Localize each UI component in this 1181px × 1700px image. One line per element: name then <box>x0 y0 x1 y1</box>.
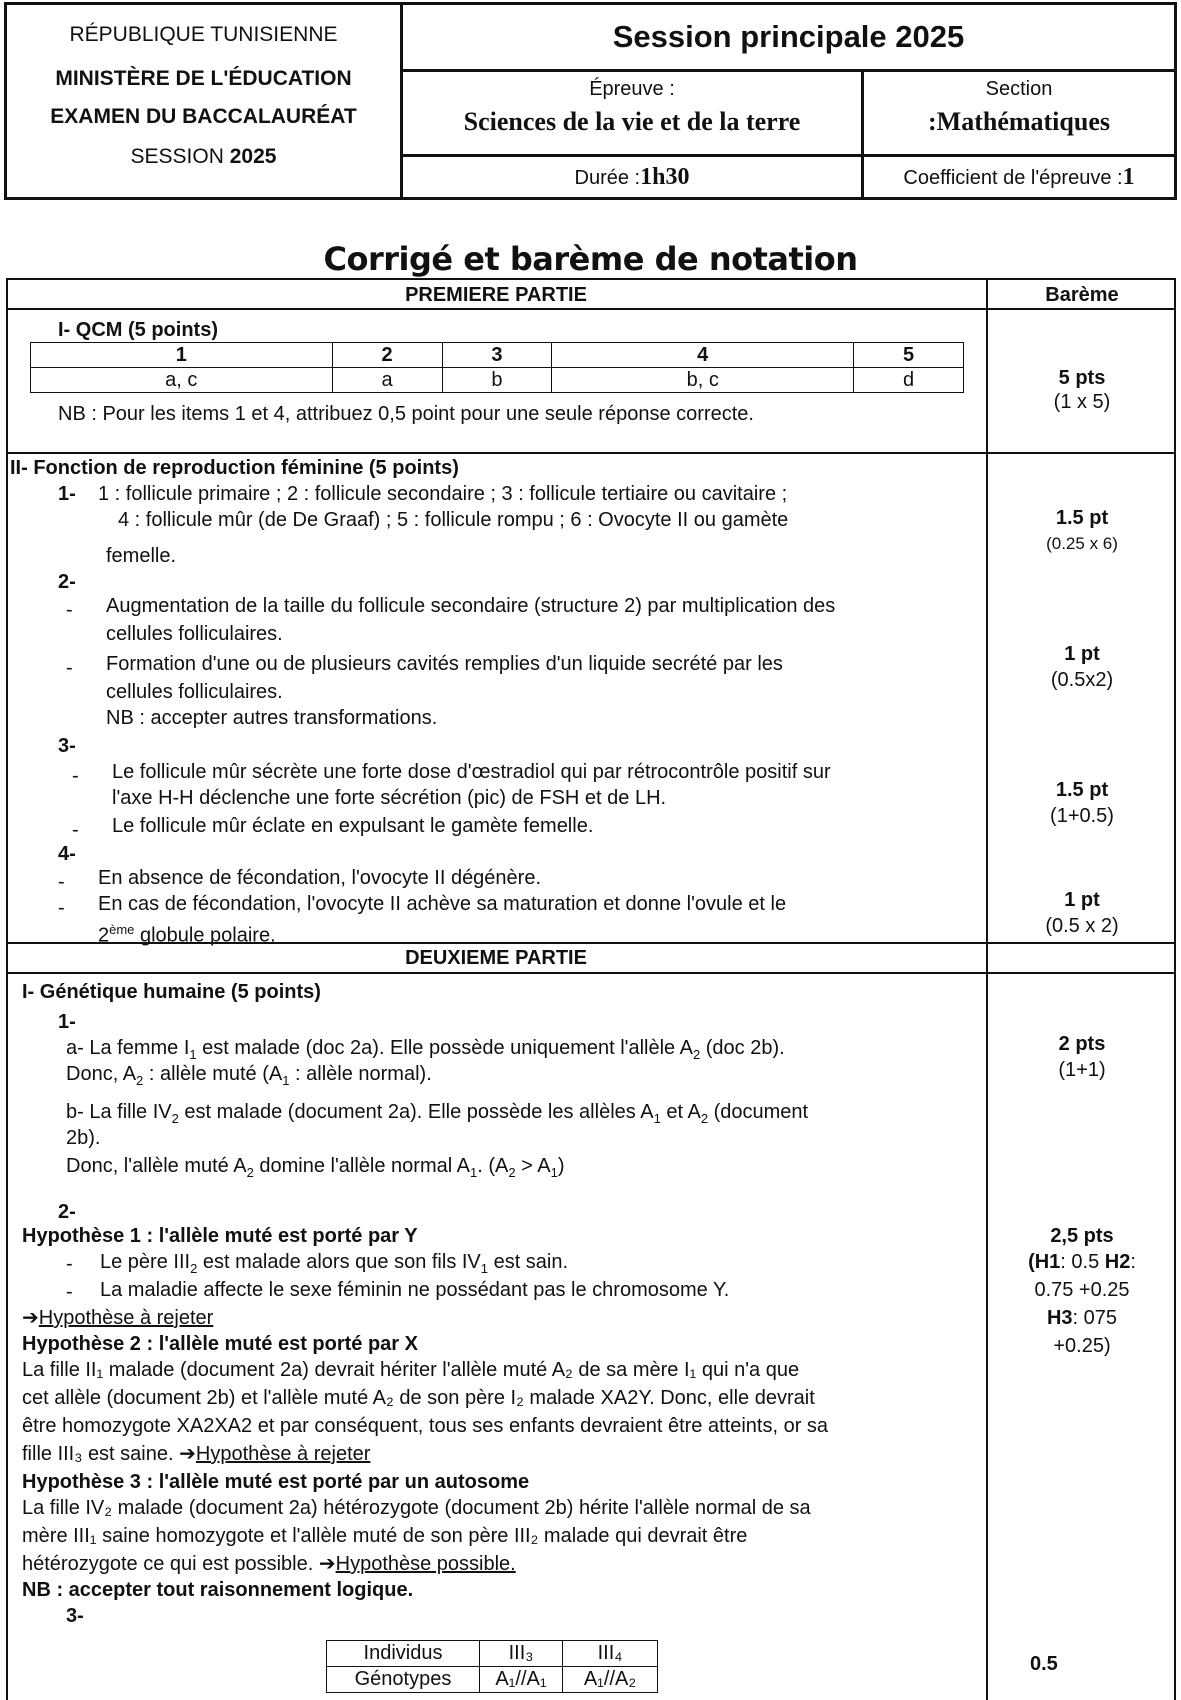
qcm-answer: a, c <box>31 368 333 393</box>
q3-answer-line: Le follicule mûr éclate en expulsant le gamète femelle. <box>112 815 594 837</box>
h3-line: hétérozygote ce qui est possible. ➔Hypothèse possible. <box>22 1553 516 1575</box>
q2-nb: NB : accepter autres transformations. <box>106 707 438 729</box>
part2-heading: DEUXIEME PARTIE <box>405 947 587 969</box>
qcm-answers-row <box>31 368 964 393</box>
qcm-table <box>30 342 964 393</box>
qcm-item: 5 <box>854 343 964 368</box>
q2-answer-line: cellules folliculaires. <box>106 681 283 703</box>
dash: - <box>66 1253 73 1275</box>
q1-number: 1- <box>58 483 76 505</box>
divider <box>6 972 1176 974</box>
genotype-cell: A₁//A₁ <box>480 1667 563 1693</box>
h2-line: fille III₃ est saine. ➔Hypothèse à rejeter <box>22 1443 371 1465</box>
h2-line: La fille II₁ malade (document 2a) devrait hériter l'allèle muté A₂ de sa mère I₁ qui n'a que <box>22 1359 800 1381</box>
q4-answer-line: 2ème globule polaire. <box>98 922 276 947</box>
qcm-points: 5 pts <box>1058 367 1106 389</box>
gq1b-line: 2b). <box>66 1127 101 1149</box>
h3-line: mère III₁ saine homozygote et l'allèle muté de son père III₂ malade qui devrait être <box>22 1525 748 1547</box>
q2-points-detail: (0.5x2) <box>1050 669 1114 691</box>
header-institution-block <box>7 5 403 197</box>
dash: - <box>58 871 65 893</box>
gq2-points-detail: 0.75 +0.25 <box>1034 1279 1130 1301</box>
h1-conclusion: ➔Hypothèse à rejeter <box>22 1307 214 1329</box>
epreuve-label: Épreuve : <box>589 78 675 100</box>
q4-points-detail: (0.5 x 2) <box>1045 915 1119 937</box>
q2-answer-line: cellules folliculaires. <box>106 623 283 645</box>
h1-line: Le père $III_2$ est malade alors que son fils $IV_1$ est sain. <box>100 1251 569 1276</box>
gq1a-line: Donc, $A_2$ : allèle muté ($A_1$ : allèle normal). <box>66 1063 432 1088</box>
gq2-points-detail: +0.25) <box>1053 1335 1111 1357</box>
genotype-table <box>326 1640 658 1693</box>
examen-label: EXAMEN DU BACCALAURÉAT <box>50 105 357 128</box>
arrow-icon: ➔ <box>318 1553 336 1575</box>
gq2-points: 2,5 pts <box>1050 1225 1114 1247</box>
genetique-nb: NB : accepter tout raisonnement logique. <box>22 1579 414 1601</box>
hypothesis-2-title: Hypothèse 2 : l'allèle muté est porté par X <box>22 1333 418 1355</box>
q1-answer-line: 1 : follicule primaire ; 2 : follicule secondaire ; 3 : follicule tertiaire ou cavitaire ; <box>98 483 788 505</box>
page-title: Corrigé et barème de notation <box>323 240 858 278</box>
gq3-number: 3- <box>66 1605 84 1627</box>
section-label: Section <box>985 78 1053 100</box>
coef-cell: Coefficient de l'épreuve :1 <box>903 164 1135 190</box>
session-title: Session principale 2025 <box>403 5 1174 72</box>
q2-points: 1 pt <box>1064 643 1100 665</box>
q1-points: 1.5 pt <box>1055 507 1109 529</box>
epreuve-cell <box>403 72 864 157</box>
qcm-answer: b, c <box>552 368 854 393</box>
q3-number: 3- <box>58 735 76 757</box>
gq1-points-detail: (1+1) <box>1058 1059 1106 1081</box>
genotype-cell: III₃ <box>480 1641 563 1667</box>
section-cell <box>864 72 1174 157</box>
qcm-item: 1 <box>31 343 333 368</box>
gq1-number: 1- <box>58 1011 76 1033</box>
gq1a-line: a- La femme $I_1$ est malade (doc 2a). Elle possède uniquement l'allèle $A_2$ (doc 2b). <box>66 1037 785 1062</box>
gq2-number: 2- <box>58 1201 76 1223</box>
genotype-cell: III₄ <box>563 1641 658 1667</box>
genotype-cell: A₁//A₂ <box>563 1667 658 1693</box>
dash: - <box>66 599 73 621</box>
divider <box>6 452 1176 454</box>
exam-header <box>4 2 1177 200</box>
h2-line: cet allèle (document 2b) et l'allèle muté A₂ de son père I₂ malade XA2Y. Donc, elle devrait <box>22 1387 815 1409</box>
dash: - <box>66 657 73 679</box>
genotype-cell: Individus <box>327 1641 480 1667</box>
gq1b-line: Donc, l'allèle muté $A_2$ domine l'allèle normal $A_1$. $(A_2 > A_1)$ <box>66 1155 565 1180</box>
q3-points-detail: (1+0.5) <box>1050 805 1114 827</box>
genotype-row <box>327 1667 658 1693</box>
gq2-points-detail: H3: 075 <box>1046 1307 1118 1329</box>
republique-label: RÉPUBLIQUE TUNISIENNE <box>69 23 338 46</box>
genotype-row <box>327 1641 658 1667</box>
dash: - <box>72 765 79 787</box>
qcm-nb: NB : Pour les items 1 et 4, attribuez 0,5 point pour une seule réponse correcte. <box>58 403 754 425</box>
qcm-answer: b <box>442 368 552 393</box>
bareme-heading: Barème <box>1045 284 1119 306</box>
epreuve-value: Sciences de la vie et de la terre <box>463 107 801 136</box>
dash: - <box>72 819 79 841</box>
qcm-answer: a <box>332 368 442 393</box>
gq1b-line: b- La fille $IV_2$ est malade (document 2a). Elle possède les allèles $A_1$ et $A_2$ (document <box>66 1101 809 1126</box>
section-value: :Mathématiques <box>928 107 1110 136</box>
q4-number: 4- <box>58 843 76 865</box>
qcm-item: 4 <box>552 343 854 368</box>
qcm-heading: I- QCM (5 points) <box>58 319 218 341</box>
fonction-heading: II- Fonction de reproduction féminine (5 points) <box>10 457 459 479</box>
divider <box>6 308 1176 310</box>
q1-points-detail: (0.25 x 6) <box>1046 534 1118 553</box>
q2-number: 2- <box>58 571 76 593</box>
qcm-answer: d <box>854 368 964 393</box>
session-label: SESSION 2025 <box>130 145 277 168</box>
dash: - <box>66 1281 73 1303</box>
qcm-items-row <box>31 343 964 368</box>
h2-line: être homozygote XA2XA2 et par conséquent, tous ses enfants devraient être atteints, or sa <box>22 1415 829 1437</box>
q3-answer-line: Le follicule mûr sécrète une forte dose d'œstradiol qui par rétrocontrôle positif sur <box>112 761 831 783</box>
duree-cell: Durée :1h30 <box>403 157 864 197</box>
q4-answer-line: En absence de fécondation, l'ovocyte II dégénère. <box>98 867 542 889</box>
hypothesis-3-title: Hypothèse 3 : l'allèle muté est porté par un autosome <box>22 1471 530 1493</box>
gq1-points: 2 pts <box>1058 1033 1106 1055</box>
hypothesis-1-title: Hypothèse 1 : l'allèle muté est porté par Y <box>22 1225 418 1247</box>
arrow-icon: ➔ <box>179 1443 196 1465</box>
bareme-divider <box>986 278 988 1700</box>
h3-line: La fille IV₂ malade (document 2a) hétérozygote (document 2b) hérite l'allèle normal de sa <box>22 1497 811 1519</box>
qcm-item: 2 <box>332 343 442 368</box>
q2-answer-line: Formation d'une ou de plusieurs cavités remplies d'un liquide secrété par les <box>106 653 783 675</box>
gq2-points-detail: (H1: 0.5 H2: <box>1028 1251 1136 1273</box>
dash: - <box>58 897 65 919</box>
ministere-label: MINISTÈRE DE L'ÉDUCATION <box>55 67 352 90</box>
arrow-icon: ➔ <box>22 1307 39 1329</box>
h1-line: La maladie affecte le sexe féminin ne possédant pas le chromosome Y. <box>100 1279 730 1301</box>
qcm-item: 3 <box>442 343 552 368</box>
q4-answer-line: En cas de fécondation, l'ovocyte II achève sa maturation et donne l'ovule et le <box>98 893 787 915</box>
gq3-points: 0.5 <box>1030 1653 1058 1675</box>
part1-heading: PREMIERE PARTIE <box>405 284 587 306</box>
q1-answer-line: femelle. <box>106 545 177 567</box>
genetique-heading: I- Génétique humaine (5 points) <box>22 981 321 1003</box>
q3-answer-line: l'axe H-H déclenche une forte sécrétion (pic) de FSH et de LH. <box>112 787 667 809</box>
q4-points: 1 pt <box>1064 889 1100 911</box>
q1-answer-line: 4 : follicule mûr (de De Graaf) ; 5 : follicule rompu ; 6 : Ovocyte II ou gamète <box>118 509 789 531</box>
q2-answer-line: Augmentation de la taille du follicule secondaire (structure 2) par multiplication des <box>106 595 836 617</box>
qcm-points-detail: (1 x 5) <box>1053 391 1111 413</box>
genotype-cell: Génotypes <box>327 1667 480 1693</box>
q3-points: 1.5 pt <box>1055 779 1109 801</box>
